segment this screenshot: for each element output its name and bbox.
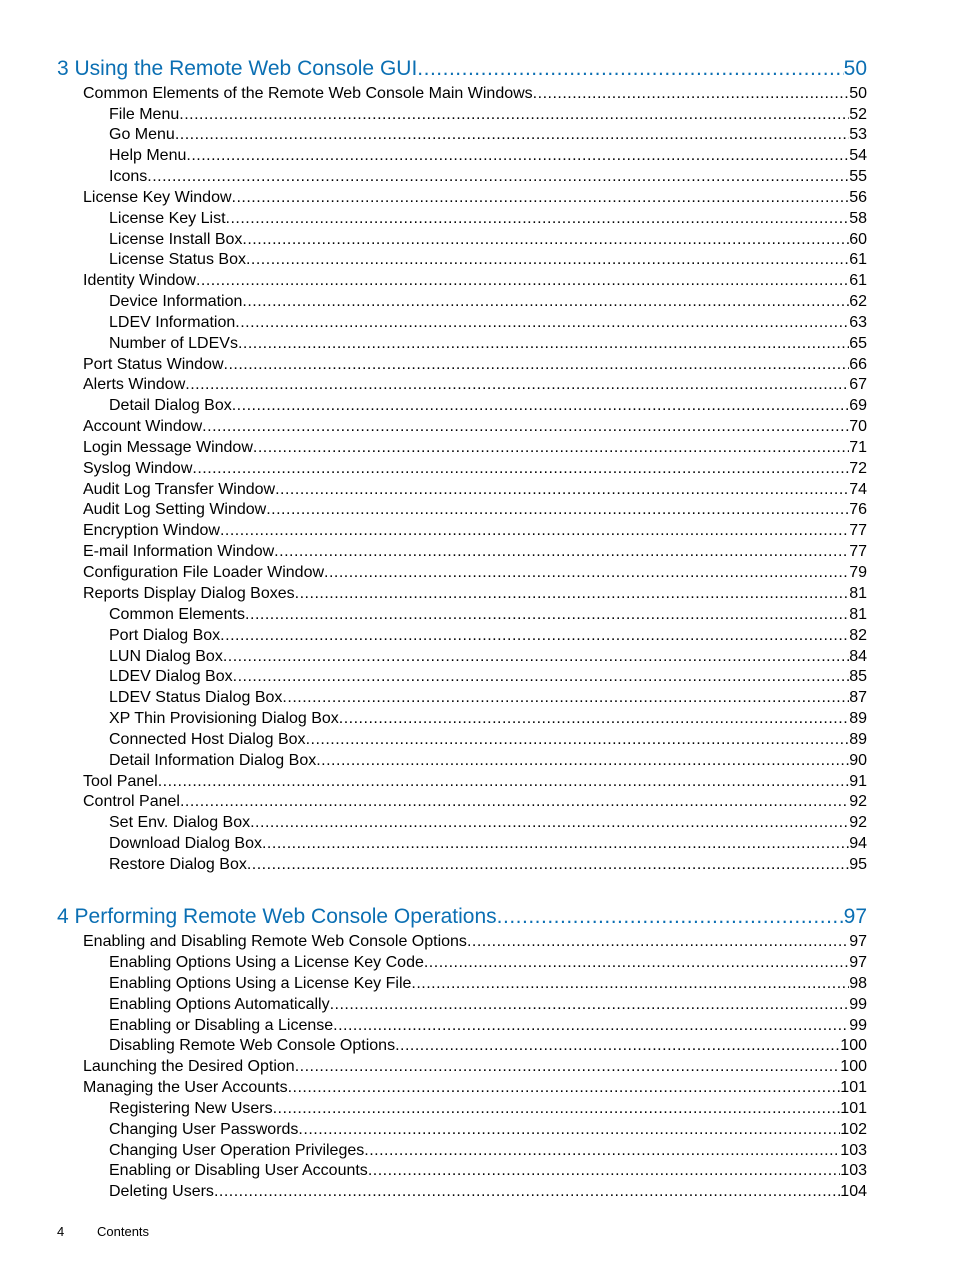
leader-dots (246, 250, 849, 270)
entry-label: Deleting Users (109, 1183, 214, 1200)
entry-label: LUN Dialog Box (109, 648, 223, 665)
leader-dots (192, 459, 849, 479)
entry-label: File Menu (109, 106, 180, 123)
page-number: 95 (849, 856, 867, 873)
entry-label: Help Menu (109, 147, 187, 164)
toc-entry[interactable] (83, 438, 867, 458)
toc-entry[interactable] (109, 167, 867, 187)
page-number: 67 (849, 376, 867, 393)
leader-dots (364, 1141, 840, 1161)
entry-label: Changing User Operation Privileges (109, 1142, 365, 1159)
page-number: 61 (849, 272, 867, 289)
leader-dots (266, 500, 849, 520)
leader-dots (333, 1016, 849, 1036)
entry-label: Reports Display Dialog Boxes (83, 585, 295, 602)
toc-entry[interactable] (109, 1161, 867, 1181)
page-number: 97 (849, 954, 867, 971)
toc-chapter-4[interactable] (57, 904, 867, 930)
leader-dots (180, 792, 849, 812)
page-number: 90 (849, 752, 867, 769)
entry-label: Alerts Window (83, 376, 186, 393)
page-footer (57, 1223, 149, 1241)
leader-dots (202, 417, 849, 437)
page-number: 100 (840, 1058, 867, 1075)
leader-dots (220, 521, 849, 541)
leader-dots (196, 271, 849, 291)
entry-label: Restore Dialog Box (109, 856, 247, 873)
entry-label: Audit Log Setting Window (83, 501, 267, 518)
toc-entry[interactable] (109, 125, 867, 145)
entry-label: E-mail Information Window (83, 543, 275, 560)
leader-dots (175, 125, 849, 145)
toc-entry[interactable] (109, 953, 867, 973)
toc-entry[interactable] (109, 709, 867, 729)
leader-dots (533, 84, 850, 104)
toc-entry[interactable] (109, 730, 867, 750)
leader-dots (233, 667, 850, 687)
entry-label: License Key List (109, 210, 226, 227)
page-number: 61 (849, 251, 867, 268)
page-number: 81 (849, 585, 867, 602)
entry-label: Disabling Remote Web Console Options (109, 1037, 396, 1054)
entry-label: Enabling and Disabling Remote Web Console Options (83, 933, 467, 950)
entry-label: Identity Window (83, 272, 196, 289)
page-number: 81 (849, 606, 867, 623)
leader-dots (247, 855, 849, 875)
page-number: 54 (849, 147, 867, 164)
leader-dots (295, 1057, 841, 1077)
toc-entry[interactable] (109, 1036, 867, 1056)
toc-entry[interactable] (83, 584, 867, 604)
page-number: 101 (840, 1100, 867, 1117)
page-number: 74 (849, 481, 867, 498)
entry-label: Configuration File Loader Window (83, 564, 325, 581)
leader-dots (295, 584, 850, 604)
leader-dots (368, 1161, 840, 1181)
toc-entry[interactable] (83, 521, 867, 541)
leader-dots (214, 1182, 840, 1202)
toc-entry[interactable] (109, 396, 867, 416)
toc-entry[interactable] (109, 1099, 867, 1119)
toc-entry[interactable] (83, 500, 867, 520)
entry-label: License Status Box (109, 251, 246, 268)
page-number: 77 (849, 522, 867, 539)
entry-label: Enabling Options Using a License Key File (109, 975, 412, 992)
leader-dots (324, 563, 849, 583)
entry-label: LDEV Dialog Box (109, 668, 233, 685)
page-number: 65 (849, 335, 867, 352)
entry-label: Detail Dialog Box (109, 397, 232, 414)
leader-dots (467, 932, 849, 952)
entry-label: Enabling or Disabling User Accounts (109, 1162, 368, 1179)
toc-entry[interactable] (109, 974, 867, 994)
entry-label: Icons (109, 168, 148, 185)
page-number: 79 (849, 564, 867, 581)
page-number: 92 (849, 814, 867, 831)
toc-entry[interactable] (109, 1141, 867, 1161)
page-number: 76 (849, 501, 867, 518)
toc-entry[interactable] (109, 230, 867, 250)
toc-entry[interactable] (109, 209, 867, 229)
entry-label: Device Information (109, 293, 243, 310)
entry-label: License Install Box (109, 231, 243, 248)
chapter-title: 4 Performing Remote Web Console Operations (57, 905, 497, 928)
toc-entry[interactable] (109, 751, 867, 771)
leader-dots (238, 334, 849, 354)
leader-dots (232, 396, 849, 416)
page-number: 72 (849, 460, 867, 477)
page-number: 102 (840, 1121, 867, 1138)
page-number: 77 (849, 543, 867, 560)
toc-entry[interactable] (83, 84, 867, 104)
leader-dots (298, 1120, 840, 1140)
toc-entry[interactable] (83, 375, 867, 395)
footer-page-number: 4 (57, 1224, 65, 1239)
page-number: 94 (849, 835, 867, 852)
toc-entry[interactable] (109, 1016, 867, 1036)
leader-dots (275, 480, 849, 500)
page-number: 69 (849, 397, 867, 414)
leader-dots (306, 730, 850, 750)
toc-entry[interactable] (109, 313, 867, 333)
page-number: 101 (840, 1079, 867, 1096)
entry-label: Number of LDEVs (109, 335, 238, 352)
page-number: 63 (849, 314, 867, 331)
page-number: 56 (849, 189, 867, 206)
toc-entry[interactable] (83, 932, 867, 952)
toc-entry[interactable] (83, 480, 867, 500)
page-number: 70 (849, 418, 867, 435)
page-number: 100 (840, 1037, 867, 1054)
leader-dots (158, 772, 849, 792)
chapter-title: 3 Using the Remote Web Console GUI (57, 57, 418, 80)
toc-entry[interactable] (83, 792, 867, 812)
page-number: 104 (840, 1183, 867, 1200)
leader-dots (497, 904, 844, 930)
leader-dots (395, 1036, 840, 1056)
toc-entry[interactable] (109, 334, 867, 354)
leader-dots (235, 313, 849, 333)
leader-dots (273, 1099, 841, 1119)
entry-label: Common Elements (109, 606, 246, 623)
leader-dots (186, 146, 849, 166)
leader-dots (411, 974, 849, 994)
leader-dots (147, 167, 849, 187)
toc-entry[interactable] (109, 813, 867, 833)
page-number: 84 (849, 648, 867, 665)
leader-dots (185, 375, 849, 395)
toc-entry[interactable] (109, 667, 867, 687)
leader-dots (282, 688, 849, 708)
page-number: 55 (849, 168, 867, 185)
entry-label: Launching the Desired Option (83, 1058, 295, 1075)
toc-entry[interactable] (109, 105, 867, 125)
leader-dots (242, 292, 849, 312)
entry-label: Go Menu (109, 126, 175, 143)
leader-dots (179, 105, 849, 125)
page-number: 99 (849, 1017, 867, 1034)
toc-entry[interactable] (83, 188, 867, 208)
entry-label: Set Env. Dialog Box (109, 814, 251, 831)
leader-dots (288, 1078, 841, 1098)
leader-dots (242, 230, 849, 250)
toc-entry[interactable] (109, 605, 867, 625)
footer-section-label: Contents (97, 1224, 150, 1239)
page-number: 103 (840, 1142, 867, 1159)
page-number: 60 (849, 231, 867, 248)
toc-entry[interactable] (109, 626, 867, 646)
entry-label: Port Status Window (83, 356, 224, 373)
leader-dots (253, 438, 849, 458)
leader-dots (232, 188, 850, 208)
toc-entry[interactable] (83, 271, 867, 291)
entry-label: Detail Information Dialog Box (109, 752, 317, 769)
entry-label: Control Panel (83, 793, 180, 810)
toc-entry[interactable] (83, 772, 867, 792)
entry-label: Login Message Window (83, 439, 253, 456)
page-number: 97 (843, 905, 867, 928)
page-number: 89 (849, 710, 867, 727)
entry-label: Download Dialog Box (109, 835, 262, 852)
toc-entry[interactable] (109, 1182, 867, 1202)
page-number: 50 (849, 85, 867, 102)
entry-label: License Key Window (83, 189, 232, 206)
toc-entry[interactable] (109, 688, 867, 708)
entry-label: XP Thin Provisioning Dialog Box (109, 710, 339, 727)
page-number: 58 (849, 210, 867, 227)
toc-entry[interactable] (83, 459, 867, 479)
leader-dots (223, 647, 849, 667)
page-number: 99 (849, 996, 867, 1013)
leader-dots (224, 355, 850, 375)
page-number: 53 (849, 126, 867, 143)
leader-dots (424, 953, 849, 973)
page-number: 97 (849, 933, 867, 950)
toc-entry[interactable] (83, 563, 867, 583)
entry-label: Common Elements of the Remote Web Console Main Windows (83, 85, 533, 102)
leader-dots (339, 709, 849, 729)
entry-label: Account Window (83, 418, 203, 435)
page-number: 98 (849, 975, 867, 992)
page-number: 103 (840, 1162, 867, 1179)
toc-entry[interactable] (83, 542, 867, 562)
toc-entry[interactable] (83, 355, 867, 375)
leader-dots (330, 995, 850, 1015)
entry-label: LDEV Status Dialog Box (109, 689, 283, 706)
entry-label: Managing the User Accounts (83, 1079, 288, 1096)
entry-label: Enabling Options Automatically (109, 996, 330, 1013)
entry-label: Tool Panel (83, 773, 158, 790)
toc-entry[interactable] (109, 250, 867, 270)
toc-entry[interactable] (109, 1120, 867, 1140)
page-number: 71 (849, 439, 867, 456)
entry-label: Encryption Window (83, 522, 220, 539)
toc-entry[interactable] (109, 292, 867, 312)
leader-dots (245, 605, 849, 625)
page-number: 92 (849, 793, 867, 810)
toc-entry[interactable] (83, 417, 867, 437)
entry-label: Enabling Options Using a License Key Code (109, 954, 424, 971)
entry-label: Port Dialog Box (109, 627, 221, 644)
leader-dots (417, 56, 843, 82)
page-number: 91 (849, 773, 867, 790)
page-number: 66 (849, 356, 867, 373)
page-number: 52 (849, 106, 867, 123)
page-number: 89 (849, 731, 867, 748)
leader-dots (274, 542, 849, 562)
toc-entry[interactable] (109, 647, 867, 667)
toc-entry[interactable] (109, 146, 867, 166)
toc-chapter-3[interactable] (57, 56, 867, 82)
toc-entry[interactable] (83, 1078, 867, 1098)
page-number: 82 (849, 627, 867, 644)
leader-dots (262, 834, 849, 854)
page-number: 50 (843, 57, 867, 80)
page-number: 85 (849, 668, 867, 685)
entry-label: Syslog Window (83, 460, 193, 477)
entry-label: Connected Host Dialog Box (109, 731, 306, 748)
entry-label: Enabling or Disabling a License (109, 1017, 334, 1034)
entry-label: Changing User Passwords (109, 1121, 299, 1138)
page-number: 87 (849, 689, 867, 706)
entry-label: LDEV Information (109, 314, 236, 331)
toc-entry[interactable] (109, 995, 867, 1015)
leader-dots (250, 813, 849, 833)
page-number: 62 (849, 293, 867, 310)
leader-dots (226, 209, 850, 229)
toc-entry[interactable] (109, 834, 867, 854)
leader-dots (316, 751, 849, 771)
entry-label: Registering New Users (109, 1100, 273, 1117)
toc-entry[interactable] (109, 855, 867, 875)
entry-label: Audit Log Transfer Window (83, 481, 276, 498)
toc-entry[interactable] (83, 1057, 867, 1077)
leader-dots (220, 626, 849, 646)
